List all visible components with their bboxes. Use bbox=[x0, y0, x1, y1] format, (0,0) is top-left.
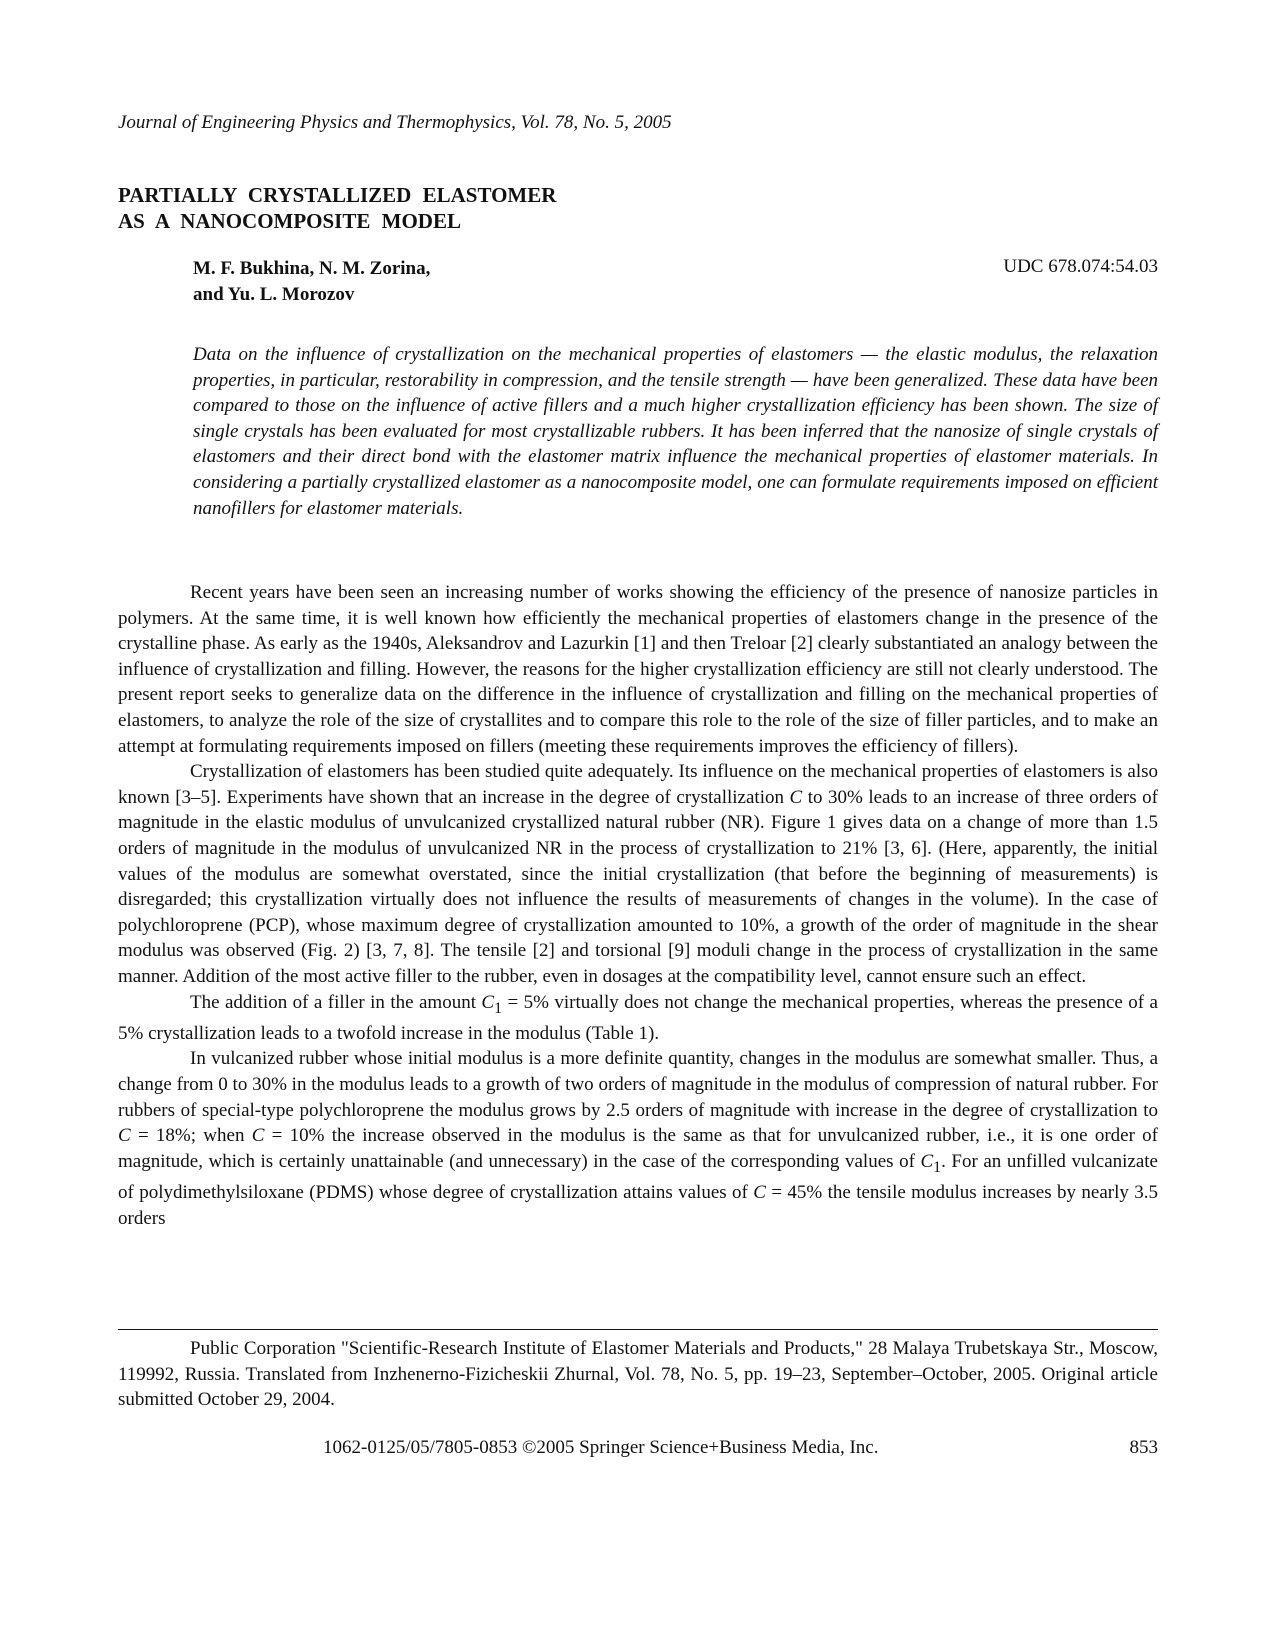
paragraph-2: Crystallization of elastomers has been studied quite adequately. Its influence on the mechanical properties of elastomers is also known [3–5]. Experiments have shown that an increase in the degree of crystallization C to 30% leads to an increase of three orders of magnitude in the elastic modulus of unvulcanized crystallized natural rubber (NR). Figure 1 gives data on a change of more than 1.5 orders of magnitude in the modulus of unvulcanized NR in the process of crystallization to 21% [3, 6]. (Here, apparently, the initial values of the modulus are somewhat overstated, since the initial crystallization (that before the beginning of measurements) is disregarded; this crystallization virtually does not influence the results of measurements of changes in the volume). In the case of polychloroprene (PCP), whose maximum degree of crystallization amounted to 10%, a growth of the order of magnitude in the shear modulus was observed (Fig. 2) [3, 7, 8]. The tensile [2] and torsional [9] moduli change in the process of crystallization in the same manner. Addition of the most active filler to the rubber, even in dosages at the compatibility level, cannot ensure such an effect. bbox=[118, 761, 1158, 987]
authors-line-2: and Yu. L. Morozov bbox=[193, 284, 355, 305]
page-number: 853 bbox=[1129, 1437, 1158, 1458]
body-text bbox=[118, 580, 1158, 1231]
paragraph-3: The addition of a filler in the amount $C_1 = 5\%$ virtually does not change the mechanical properties, whereas the presence of a 5% crystallization leads to a twofold increase in the modulus (Table 1). bbox=[118, 991, 1158, 1044]
footnote-divider bbox=[118, 1329, 1158, 1330]
abstract: Data on the influence of crystallization on the mechanical properties of elastomers — the elastic modulus, the relaxation properties, in particular, restorability in compression, and the tensile strength — have been generalized. These data have been compared to those on the influence of active fillers and a much higher crystallization efficiency has been shown. The size of single crystals has been evaluated for most crystallizable rubbers. It has been inferred that the nanosize of single crystals of elastomers and their direct bond with the elastomer matrix influence the mechanical properties of elastomer materials. In considering a partially crystallized elastomer as a nanocomposite model, one can formulate requirements imposed on efficient nanofillers for elastomer materials. bbox=[193, 344, 1158, 519]
title-line-1: PARTIALLY CRYSTALLIZED ELASTOMER bbox=[118, 183, 557, 207]
article-title bbox=[118, 182, 556, 234]
paragraph-1: Recent years have been seen an increasing number of works showing the efficiency of the presence of nanosize particles in polymers. At the same time, it is well known how efficiently the mechanical properties of elastomers change in the presence of the crystalline phase. As early as the 1940s, Aleksandrov and Lazurkin [1] and then Treloar [2] clearly substantiated an analogy between the influence of crystallization and filling. However, the reasons for the higher crystallization efficiency are still not clearly understood. The present report seeks to generalize data on the difference in the influence of crystallization and filling on the mechanical properties of elastomers, to analyze the role of the size of crystallites and to compare this role to the role of the size of filler particles, and to make an attempt at formulating requirements imposed on fillers (meeting these requirements improves the efficiency of fillers). bbox=[118, 582, 1158, 757]
udc-code: UDC 678.074:54.03 bbox=[1003, 256, 1158, 277]
paragraph-4: In vulcanized rubber whose initial modulus is a more definite quantity, changes in the modulus are somewhat smaller. Thus, a change from 0 to 30% in the modulus leads to a growth of two orders of magnitude in the modulus of compression of natural rubber. For rubbers of special-type polychloroprene the modulus grows by 2.5 orders of magnitude with increase in the degree of crystallization to C = 18%; when C = 10% the increase observed in the modulus is the same as that for unvulcanized rubber, i.e., it is one order of magnitude, which is certainly unattainable (and unnecessary) in the case of the corresponding values of $C_1$. For an unfilled vulcanizate of polydimethylsiloxane (PDMS) whose degree of crystallization attains values of C = 45% the tensile modulus increases by nearly 3.5 orders bbox=[118, 1048, 1158, 1229]
copyright-line: 1062-0125/05/7805-0853 ©2005 Springer Science+Business Media, Inc. bbox=[323, 1437, 879, 1458]
affiliation-footnote: Public Corporation "Scientific-Research Institute of Elastomer Materials and Products," 28 Malaya Trubetskaya Str., Moscow, 119992, Russia. Translated from Inzhenerno-Fizicheskii Zhurnal, Vol. 78, No. 5, pp. 19–23, September–October, 2005. Original article submitted October 29, 2004. bbox=[118, 1338, 1158, 1411]
variable-c: C bbox=[251, 1125, 265, 1147]
variable-c: C bbox=[920, 1150, 934, 1172]
variable-c: C bbox=[753, 1182, 766, 1204]
authors bbox=[193, 256, 430, 308]
paper-page bbox=[118, 0, 1158, 1651]
subscript: 1 bbox=[494, 999, 503, 1017]
journal-header: Journal of Engineering Physics and Thermophysics, Vol. 78, No. 5, 2005 bbox=[118, 112, 672, 133]
subscript: 1 bbox=[933, 1158, 942, 1176]
authors-line-1: M. F. Bukhina, N. M. Zorina, bbox=[193, 258, 431, 279]
variable-c: C bbox=[118, 1125, 131, 1147]
title-line-2: AS A NANOCOMPOSITE MODEL bbox=[118, 209, 461, 233]
variable-c: C bbox=[481, 991, 495, 1013]
variable-c: C bbox=[789, 786, 803, 808]
